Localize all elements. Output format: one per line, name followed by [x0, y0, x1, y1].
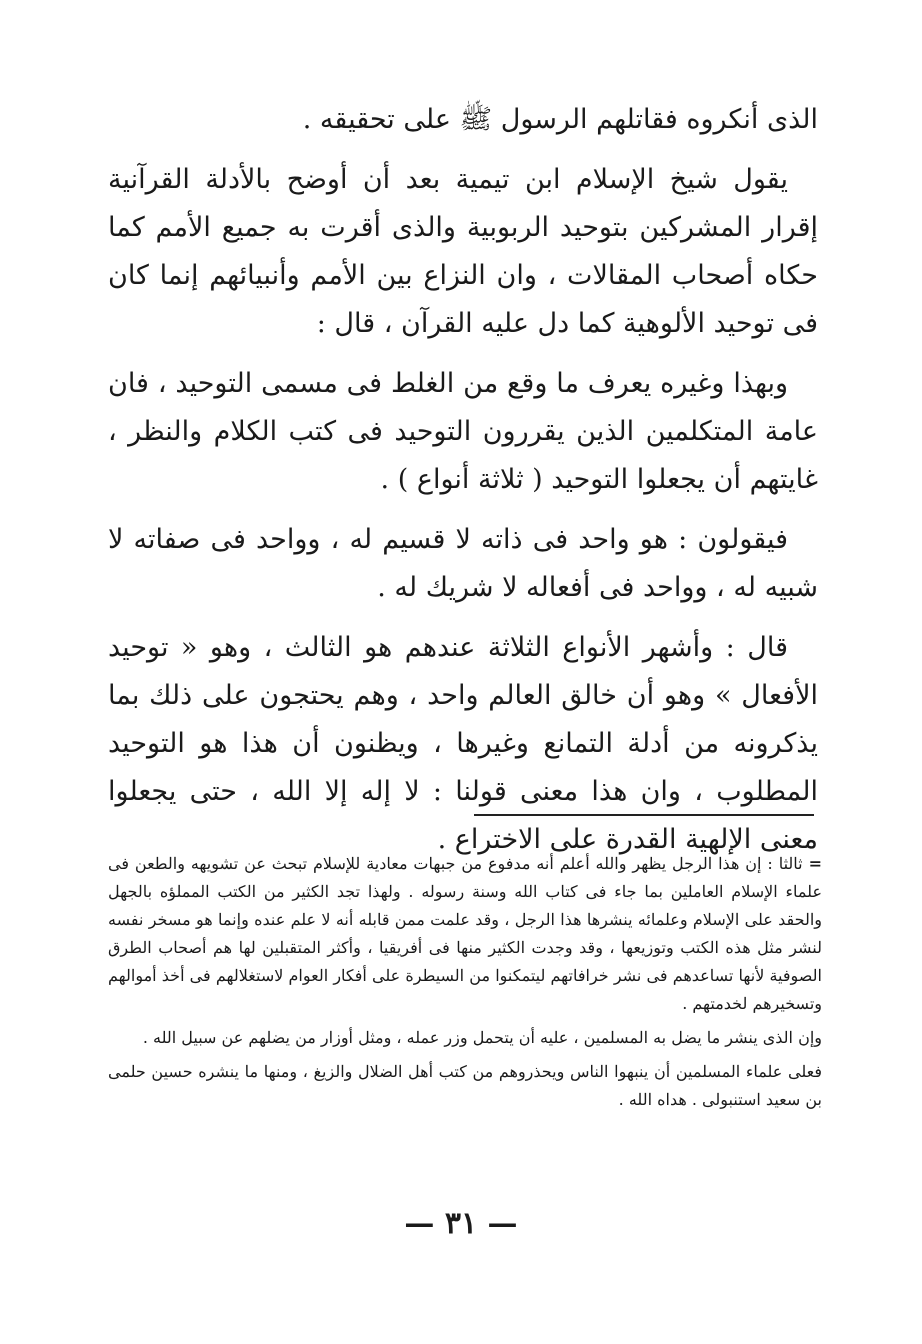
continuation-mark: =	[808, 854, 823, 873]
main-text	[108, 96, 818, 876]
footnote-separator	[474, 814, 814, 816]
paragraph-2: يقول شيخ الإسلام ابن تيمية بعد أن أوضح بالأدلة القرآنية إقرار المشركين بتوحيد الربوبية والذى أقرت به جميع الأمم كما حكاه أصحاب المقالات ، وان النزاع بين الأمم وأنبيائهم إنما كان فى توحيد الألوهية كما دل عليه القرآن ، قال :	[108, 164, 818, 339]
footnote-1-text: ثالثا : إن هذا الرجل يظهر والله أعلم أنه مدفوع من جبهات معادية للإسلام تبحث عن تشويهه والطعن فى علماء الإسلام العاملين بما جاء فى كتاب الله وسنة رسوله . ولهذا تجد الكثير من الكتب المملؤه بالجهل والحقد على الإسلام وعلمائه ينشرها هذا الرجل ، وقد علمت ممن قابله أنه لا علم عنده وإنما هو مسخر نفسه لنشر مثل هذه الكتب وتوزيعها ، وقد وجدت الكثير منها فى أفريقيا ، وأكثر المتقبلين لها هم أصحاب الطرق الصوفية لأنها تساعدهم فى نشر خرافاتهم ليتمكنوا من السيطرة على أفكار العوام لاستغلالهم فى أخذ أموالهم وتسخيرهم لخدمتهم .	[108, 854, 822, 1013]
paragraph-5: قال : وأشهر الأنواع الثلاثة عندهم هو الثالث ، وهو « توحيد الأفعال » وهو أن خالق العالم واحد ، وهم يحتجون على ذلك بما يذكرونه من أدلة التمانع وغيرها ، ويظنون أن هذا هو التوحيد المطلوب ، وان هذا معنى قولنا : لا إله إلا الله ، حتى يجعلوا معنى الإلهية القدرة على الاختراع .	[108, 632, 818, 855]
paragraph-4: فيقولون : هو واحد فى ذاته لا قسيم له ، وواحد فى صفاته لا شبيه له ، وواحد فى أفعاله لا شريك له .	[108, 524, 818, 603]
page-number: — ٣١ —	[404, 1206, 518, 1241]
footnotes	[108, 850, 822, 1120]
footnote-1	[108, 850, 822, 1018]
paragraph-3: وبهذا وغيره يعرف ما وقع من الغلط فى مسمى التوحيد ، فان عامة المتكلمين الذين يقررون التوحيد فى كتب الكلام والنظر ، غايتهم أن يجعلوا التوحيد ( ثلاثة أنواع ) .	[108, 368, 818, 495]
footnote-2: وإن الذى ينشر ما يضل به المسلمين ، عليه أن يتحمل وزر عمله ، ومثل أوزار من يضلهم عن سبيل الله .	[142, 1028, 822, 1047]
footnote-3: فعلى علماء المسلمين أن ينبهوا الناس ويحذروهم من كتب أهل الضلال والزيغ ، ومنها ما ينشره حسين حلمى بن سعيد استنبولى . هداه الله .	[108, 1062, 822, 1109]
paragraph-1: الذى أنكروه فقاتلهم الرسول ﷺ على تحقيقه .	[302, 104, 818, 135]
